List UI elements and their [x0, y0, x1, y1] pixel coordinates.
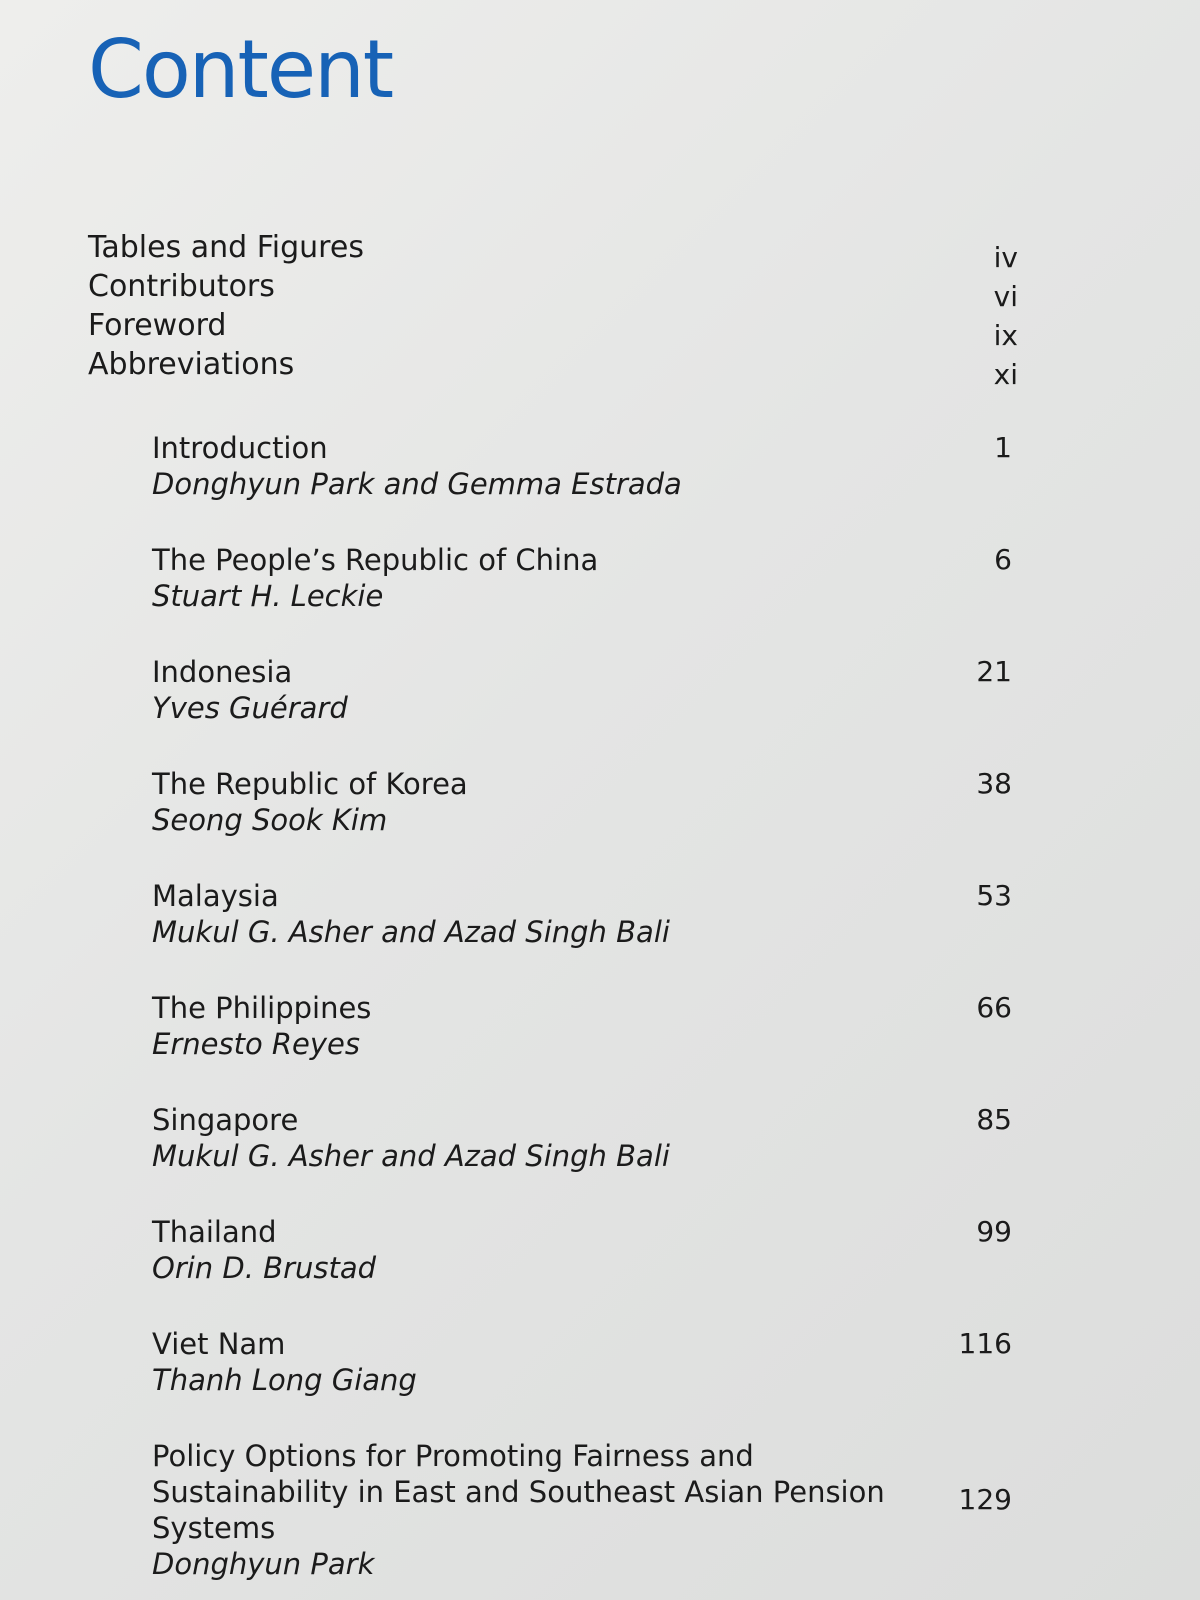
chapter-entry-policy-options: [152, 1438, 1012, 1581]
page-title: Content: [88, 23, 393, 116]
front-matter-item-foreword: [88, 306, 1018, 352]
chapter-author: Mukul G. Asher and Azad Singh Bali: [152, 1139, 670, 1173]
chapter-title: Introduction: [152, 431, 328, 465]
chapter-entry-introduction: [152, 430, 1012, 542]
chapter-page-number: 53: [976, 879, 1012, 912]
chapter-entry-malaysia: [152, 878, 1012, 990]
chapter-page-number: 1: [994, 431, 1012, 464]
chapter-title: Policy Options for Promoting Fairness and Sustainability in East and Southeast Asian Pension Systems: [152, 1439, 885, 1545]
chapter-title: The Republic of Korea: [152, 767, 468, 801]
chapter-page-number: 85: [976, 1103, 1012, 1136]
chapter-page-number: 6: [994, 543, 1012, 576]
chapter-author: Mukul G. Asher and Azad Singh Bali: [152, 915, 670, 949]
chapter-author: Stuart H. Leckie: [152, 579, 384, 613]
chapter-entry-indonesia: [152, 654, 1012, 766]
chapter-title: The People’s Republic of China: [152, 543, 599, 577]
chapter-title: Indonesia: [152, 655, 293, 689]
front-matter-label: Contributors: [88, 269, 275, 304]
front-matter-list: [88, 228, 1018, 391]
chapter-author: Ernesto Reyes: [152, 1027, 361, 1061]
front-matter-page-number: vi: [993, 280, 1018, 313]
chapter-page-number: 66: [976, 991, 1012, 1024]
front-matter-page-number: ix: [993, 319, 1018, 352]
chapter-author: Orin D. Brustad: [152, 1251, 377, 1285]
front-matter-page-number: iv: [993, 241, 1018, 274]
chapter-entry-prc: [152, 542, 1012, 654]
chapter-author: Donghyun Park and Gemma Estrada: [152, 467, 682, 501]
chapter-title: Malaysia: [152, 879, 279, 913]
front-matter-label: Tables and Figures: [88, 230, 364, 265]
front-matter-label: Foreword: [88, 308, 227, 343]
chapter-entry-thailand: [152, 1214, 1012, 1326]
front-matter-label: Abbreviations: [88, 347, 295, 382]
chapter-author: Donghyun Park: [152, 1547, 375, 1581]
chapter-page-number: 38: [976, 767, 1012, 800]
chapter-list: [152, 430, 1012, 1581]
front-matter-item-tables-and-figures: [88, 228, 1018, 274]
chapter-page-number: 99: [976, 1215, 1012, 1248]
front-matter-page-number: xi: [993, 358, 1018, 391]
chapter-title: Singapore: [152, 1103, 299, 1137]
chapter-entry-viet-nam: [152, 1326, 1012, 1438]
chapter-title: Thailand: [152, 1215, 277, 1249]
chapter-title: The Philippines: [152, 991, 372, 1025]
chapter-entry-korea: [152, 766, 1012, 878]
chapter-page-number: 116: [958, 1327, 1012, 1360]
chapter-author: Yves Guérard: [152, 691, 348, 725]
chapter-page-number: 21: [976, 655, 1012, 688]
chapter-author: Seong Sook Kim: [152, 803, 388, 837]
chapter-author: Thanh Long Giang: [152, 1363, 417, 1397]
front-matter-item-abbreviations: [88, 345, 1018, 391]
front-matter-item-contributors: [88, 267, 1018, 313]
chapter-entry-philippines: [152, 990, 1012, 1102]
chapter-title: Viet Nam: [152, 1327, 286, 1361]
chapter-page-number: 129: [958, 1483, 1012, 1516]
chapter-entry-singapore: [152, 1102, 1012, 1214]
